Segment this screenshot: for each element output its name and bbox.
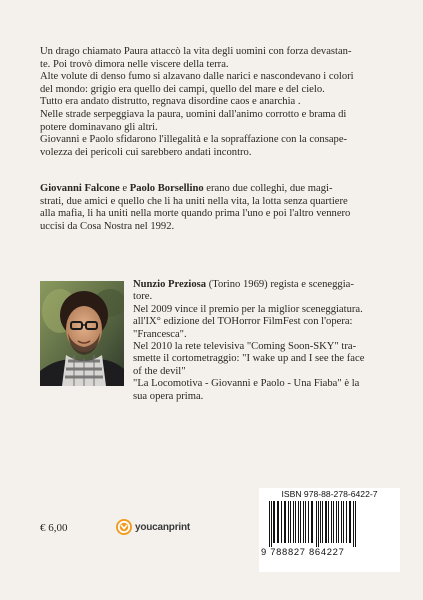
intro-line: Giovanni e Paolo sfidarono l'illegalità e la sopraffazione con la consape- (40, 134, 348, 146)
bio-line: all'IX° edizione del TOHorror FilmFest con l'opera: (133, 316, 353, 328)
intro-line: potere dominavano gli altri. (40, 121, 158, 133)
para2-line: uccisi da Cosa Nostra nel 1992. (40, 220, 175, 232)
barcode-bar (290, 501, 291, 543)
author-name: Nunzio Preziosa (133, 279, 207, 290)
barcode-bar (300, 501, 301, 543)
barcode-bar (331, 501, 332, 543)
barcode-bar (277, 501, 279, 543)
publisher-logo-icon (115, 518, 133, 536)
barcode-bar (269, 501, 270, 547)
name-borsellino: Paolo Borsellino (129, 183, 204, 194)
falcone-borsellino-paragraph (40, 183, 396, 233)
bio-line: "Francesca". (133, 328, 187, 340)
bio-line: of the devil" (133, 365, 186, 377)
barcode-bar (346, 501, 347, 543)
barcode-digits: 9 788827 864227 (261, 546, 345, 557)
author-portrait-image (40, 281, 124, 386)
name-falcone: Giovanni Falcone (40, 183, 120, 194)
bio-line: smette il cortometraggio: "I wake up and I see the face (133, 353, 365, 365)
para2-line: alla mafia, li ha uniti nella morte quando prima l'uno e poi l'altro vennero (40, 208, 351, 220)
barcode-bar (355, 501, 356, 547)
intro-line: Un drago chiamato Paura attaccò la vita degli uomini con forza devastan- (40, 46, 352, 57)
intro-line: del mondo: grigio era quello dei campi, quello del mare e del cielo. (40, 83, 325, 95)
barcode-bar (343, 501, 344, 543)
barcode-bar (353, 501, 354, 547)
barcode-bar (333, 501, 334, 543)
bio-line: "La Locomotiva - Giovanni e Paolo - Una Fiaba" è la (133, 378, 360, 390)
intro-line: volezza dei pericoli cui sarebbero andati incontro. (40, 146, 252, 158)
author-bio (133, 279, 401, 403)
barcode-bar (271, 501, 272, 547)
barcode-bar (341, 501, 342, 543)
barcode-bar (316, 501, 317, 547)
intro-line: te. Poi trovò dimora nelle viscere della terra. (40, 58, 229, 70)
barcode-bar (284, 501, 286, 543)
barcode-bar (308, 501, 309, 543)
bio-first-line: Nunzio Preziosa (Torino 1969) regista e sceneggia- (133, 279, 354, 290)
barcode-bar (281, 501, 282, 543)
barcode-bar (325, 501, 327, 543)
barcode-bar (320, 501, 321, 543)
barcode-bar (311, 501, 313, 543)
isbn-label: ISBN 978-88-278-6422-7 (281, 489, 378, 499)
barcode-panel (259, 488, 400, 572)
intro-text (40, 46, 396, 159)
intro-line: Alte volute di denso fumo si alzavano dalle narici e nascondevano i colori (40, 71, 354, 83)
barcode-bar (273, 501, 275, 543)
author-photo (40, 281, 124, 386)
barcode-bar (336, 501, 337, 543)
bio-line: Nel 2010 la rete televisiva "Coming Soon-SKY" tra- (133, 341, 357, 353)
barcode-bar (328, 501, 329, 543)
isbn-barcode (267, 501, 393, 549)
price-label: € 6,00 (40, 522, 68, 534)
publisher-logo (115, 518, 190, 536)
intro-line: Nelle strade serpeggiava la paura, uomini dall'animo corrotto e brama di (40, 108, 347, 120)
barcode-bar (298, 501, 299, 543)
barcode-bar (338, 501, 339, 543)
barcode-bar (295, 501, 296, 543)
barcode-bar (305, 501, 306, 543)
intro-line: Tutto era andato distrutto, regnava disordine caos e anarchia . (40, 96, 301, 108)
bio-line: tore. (133, 291, 153, 303)
publisher-name: youcanprint (135, 521, 191, 533)
barcode-bar (318, 501, 319, 547)
bio-line: sua opera prima. (133, 390, 204, 402)
barcode-bar (293, 501, 294, 543)
barcode-bar (349, 501, 351, 543)
barcode-bar (303, 501, 304, 543)
para2-line: strati, due amici e quello che li ha uniti nella vita, la lotta senza quartiere (40, 195, 348, 207)
barcode-bar (288, 501, 289, 543)
bio-line: Nel 2009 vince il premio per la miglior sceneggiatura. (133, 303, 363, 315)
barcode-bar (322, 501, 323, 543)
para2-first-line: Giovanni Falcone e Paolo Borsellino erano due colleghi, due magi- (40, 183, 333, 194)
